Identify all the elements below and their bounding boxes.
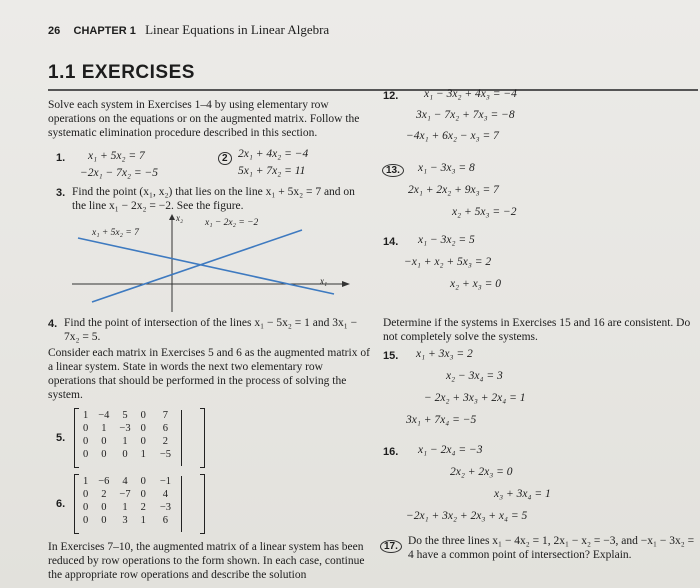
ex5-matrix-cell: 7 xyxy=(162,410,169,421)
ex13-label-wrap xyxy=(382,160,404,178)
ex6-matrix-cell: 6 xyxy=(162,515,169,526)
ex5-matrix-cell: 2 xyxy=(162,436,169,447)
ex6-matrix-cell: 0 xyxy=(101,502,107,513)
ex14-eq1: x₁ − 3x₂ = 5 xyxy=(418,234,475,246)
ex6-matrix-row xyxy=(78,488,176,501)
ex7-10-intro: In Exercises 7–10, the augmented matrix of a linear system has been reduced by row operations to the form shown. In each case, continue the appropriate row operations and describe the solution xyxy=(48,541,365,581)
ex15-eq2: x₂ − 3x₄ = 3 xyxy=(446,370,503,382)
ex6-matrix-cell: −7 xyxy=(119,489,131,500)
ex6-matrix-cell: 0 xyxy=(83,489,89,500)
ex6-matrix-row xyxy=(78,475,176,488)
ex1-label: 1. xyxy=(56,152,66,164)
ex17-text: Do the three lines x₁ − 4x₂ = 1, 2x₁ − x₂ = −3, and −x₁ − 3x₂ = 4 have a common point of intersection? Explain. xyxy=(408,535,695,561)
ex6-matrix-cell: 2 xyxy=(101,489,107,500)
ex14-eq2: −x₁ + x₂ + 5x₃ = 2 xyxy=(404,256,492,268)
ex4-label: 4. xyxy=(48,318,58,330)
ex6-matrix-cell: 1 xyxy=(83,476,89,487)
ex15-label: 15. xyxy=(383,350,399,362)
ex6-label: 6. xyxy=(56,498,66,510)
ex2-label: 2 xyxy=(218,152,232,165)
ex15-eq1: x₁ + 3x₃ = 2 xyxy=(416,348,473,360)
ex5-matrix-cell: 1 xyxy=(140,449,146,460)
ex12-label: 12. xyxy=(383,90,399,102)
ex5-matrix-row xyxy=(78,448,176,461)
ex6-matrix-row xyxy=(78,501,176,514)
ex5-matrix-cell: 0 xyxy=(101,449,107,460)
ex6-matrix-cell: −1 xyxy=(159,476,172,487)
ex5-matrix-cell: −4 xyxy=(98,410,110,421)
ex14-label: 14. xyxy=(383,236,399,248)
ex2-eq2: 5x₁ + 7x₂ = 11 xyxy=(238,165,306,177)
ex6-matrix-cell: 0 xyxy=(83,502,89,513)
ex6-matrix-row xyxy=(78,514,176,527)
ex5-matrix-row xyxy=(78,422,176,435)
ex6-augment-bar xyxy=(181,476,182,532)
ex5-label: 5. xyxy=(56,432,66,444)
ex16-eq1: x₁ − 2x₄ = −3 xyxy=(418,444,483,456)
intro-text: Solve each system in Exercises 1–4 by using elementary row operations on the equations or on the augmented matrix. Follow the systematic elimination procedure described in this section. xyxy=(48,99,360,139)
fig-line1-label: x₁ + 5x₂ = 7 xyxy=(92,228,139,238)
ex5-matrix xyxy=(78,409,176,461)
title-rule xyxy=(48,89,698,91)
ex5-matrix-cell: 1 xyxy=(83,410,89,421)
ex5-augment-bar xyxy=(181,410,182,466)
fig-line2-label: x₁ − 2x₂ = −2 xyxy=(205,218,259,228)
ex6-matrix-cell: 4 xyxy=(122,476,128,487)
ex12-eq1: x₁ − 3x₂ + 4x₃ = −4 xyxy=(424,88,517,100)
line2-plot xyxy=(92,230,302,302)
ex15-eq3: − 2x₂ + 3x₃ + 2x₄ = 1 xyxy=(424,392,526,404)
chapter-title: Linear Equations in Linear Algebra xyxy=(145,22,330,37)
determine-text: Determine if the systems in Exercises 15 and 16 are consistent. Do not completely solve the systems. xyxy=(383,317,691,343)
ex5-matrix-cell: 0 xyxy=(83,449,89,460)
page-number: 26 xyxy=(48,25,61,37)
ex13-label: 13. xyxy=(382,164,404,177)
ex16-label: 16. xyxy=(383,446,399,458)
x1-axis-arrow xyxy=(342,281,350,287)
ex15-eq4: 3x₁ + 7x₄ = −5 xyxy=(406,414,477,426)
ex6-matrix-cell: 1 xyxy=(140,515,146,526)
ex13-eq1: x₁ − 3x₃ = 8 xyxy=(418,162,475,174)
fig-axis-x-label: x₁ xyxy=(320,276,328,286)
ex5-matrix-cell: 0 xyxy=(140,410,146,421)
x2-axis-arrow xyxy=(169,214,175,220)
ex6-matrix-cell: −6 xyxy=(98,476,110,487)
ex5-matrix-cell: 5 xyxy=(122,410,128,421)
ex1-eq2: −2x₁ − 7x₂ = −5 xyxy=(80,167,158,179)
ex5-right-bracket xyxy=(200,408,205,468)
ex6-matrix-cell: 4 xyxy=(162,489,169,500)
chapter-label: CHAPTER 1 xyxy=(73,25,136,37)
ex12-eq3: −4x₁ + 6x₂ − x₃ = 7 xyxy=(406,130,499,142)
ex6-matrix xyxy=(78,475,176,527)
ex3-text: Find the point (x₁, x₂) that lies on the line x₁ + 5x₂ = 7 and on the line x₁ − 2x₂ = −2. See the figure. xyxy=(72,186,355,212)
line1-plot xyxy=(78,238,334,294)
ex6-matrix-cell: 0 xyxy=(101,515,107,526)
ex16-eq2: 2x₂ + 2x₃ = 0 xyxy=(450,466,513,478)
ex6-matrix-cell: 0 xyxy=(83,515,89,526)
ex5-matrix-cell: 0 xyxy=(140,436,146,447)
ex5-matrix-cell: −5 xyxy=(159,449,172,460)
ex5-matrix-row xyxy=(78,409,176,422)
ex5-matrix-cell: 0 xyxy=(140,423,146,434)
ex12-eq2: 3x₁ − 7x₂ + 7x₃ = −8 xyxy=(416,109,515,121)
ex5-matrix-cell: 0 xyxy=(83,436,89,447)
ex6-matrix-cell: 0 xyxy=(140,476,146,487)
ex5-matrix-cell: 1 xyxy=(122,436,128,447)
ex17-label: 17. xyxy=(380,540,402,553)
ex16-eq3: x₃ + 3x₄ = 1 xyxy=(494,488,551,500)
ex6-matrix-cell: −3 xyxy=(159,502,172,513)
ex6-matrix-cell: 1 xyxy=(122,502,128,513)
ex5-matrix-cell: 0 xyxy=(101,436,107,447)
matrix-intro: Consider each matrix in Exercises 5 and 6 as the augmented matrix of a linear system. State in words the next two elementary row operations that should be performed in the process of solving the system. xyxy=(48,347,370,401)
ex13-eq3: x₂ + 5x₃ = −2 xyxy=(452,206,517,218)
section-title: 1.1 EXERCISES xyxy=(48,62,195,83)
fig-axis-y-label: x₂ xyxy=(176,213,184,223)
ex6-matrix-cell: 2 xyxy=(140,502,146,513)
ex6-matrix-cell: 3 xyxy=(122,515,128,526)
ex14-eq3: x₂ + x₃ = 0 xyxy=(450,278,501,290)
ex2-label-wrap xyxy=(218,148,232,166)
ex6-right-bracket xyxy=(200,474,205,534)
ex5-matrix-cell: −3 xyxy=(119,423,131,434)
ex1-eq1: x₁ + 5x₂ = 7 xyxy=(88,150,145,162)
ex2-eq1: 2x₁ + 4x₂ = −4 xyxy=(238,148,309,160)
ex3-label: 3. xyxy=(56,187,66,199)
ex16-eq4: −2x₁ + 3x₂ + 2x₃ + x₄ = 5 xyxy=(406,510,528,522)
ex5-matrix-cell: 0 xyxy=(83,423,89,434)
ex13-eq2: 2x₁ + 2x₂ + 9x₃ = 7 xyxy=(408,184,499,196)
ex5-matrix-cell: 1 xyxy=(101,423,107,434)
ex5-matrix-row xyxy=(78,435,176,448)
ex17-label-wrap xyxy=(380,536,402,554)
ex5-matrix-cell: 6 xyxy=(162,423,169,434)
ex6-matrix-cell: 0 xyxy=(140,489,146,500)
ex4-text: Find the point of intersection of the lines x₁ − 5x₂ = 1 and 3x₁ − 7x₂ = 5. xyxy=(64,317,358,343)
page-header xyxy=(48,22,329,38)
ex5-matrix-cell: 0 xyxy=(122,449,128,460)
